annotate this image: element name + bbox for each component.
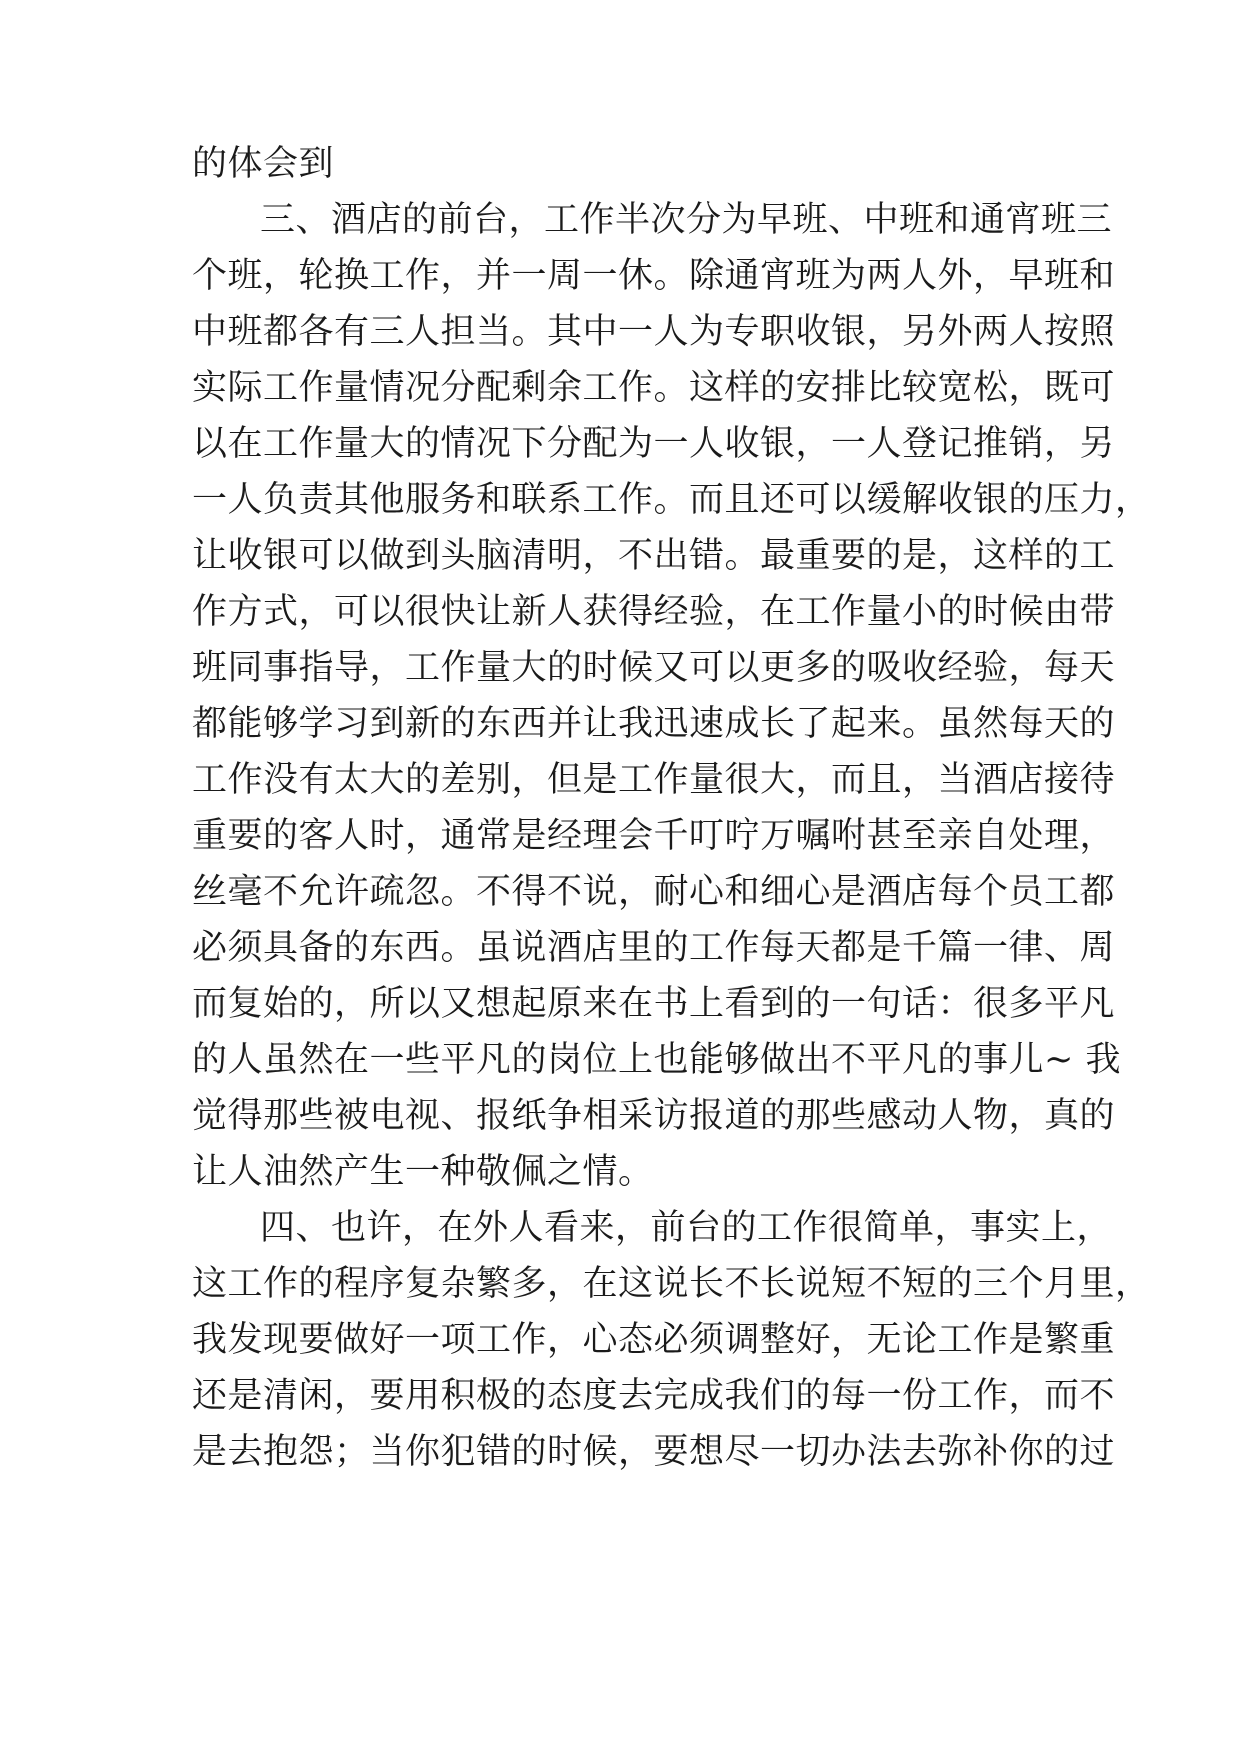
text-line: 个班，轮换工作，并一周一休。除通宵班为两人外，早班和: [192, 256, 1116, 296]
text-line: 而复始的，所以又想起原来在书上看到的一句话：很多平凡: [192, 984, 1116, 1024]
text-line: 一人负责其他服务和联系工作。而且还可以缓解收银的压力，: [192, 480, 1151, 520]
text-line: 都能够学习到新的东西并让我迅速成长了起来。虽然每天的: [192, 704, 1116, 744]
text-line: 还是清闲，要用积极的态度去完成我们的每一份工作，而不: [192, 1376, 1116, 1416]
text-line: 让收银可以做到头脑清明，不出错。最重要的是，这样的工: [192, 536, 1116, 576]
text-line: 实际工作量情况分配剩余工作。这样的安排比较宽松，既可: [192, 368, 1116, 408]
text-line: 重要的客人时，通常是经理会千叮咛万嘱咐甚至亲自处理，: [192, 816, 1116, 856]
text-line: 的体会到: [192, 144, 335, 184]
paragraph-start-line: 三、酒店的前台，工作半次分为早班、中班和通宵班三: [260, 200, 1113, 240]
paragraph-start-line: 四、也许，在外人看来，前台的工作很简单，事实上，: [260, 1208, 1113, 1248]
text-line: 丝毫不允许疏忽。不得不说，耐心和细心是酒店每个员工都: [192, 872, 1116, 912]
text-line: 工作没有太大的差别，但是工作量很大，而且，当酒店接待: [192, 760, 1116, 800]
text-line: 让人油然产生一种敬佩之情。: [192, 1152, 654, 1192]
text-line: 的人虽然在一些平凡的岗位上也能够做出不平凡的事儿~ 我: [192, 1040, 1121, 1080]
text-line: 中班都各有三人担当。其中一人为专职收银，另外两人按照: [192, 312, 1116, 352]
text-line: 这工作的程序复杂繁多，在这说长不长说短不短的三个月里，: [192, 1264, 1151, 1304]
text-line: 觉得那些被电视、报纸争相采访报道的那些感动人物，真的: [192, 1096, 1116, 1136]
text-line: 必须具备的东西。虽说酒店里的工作每天都是千篇一律、周: [192, 928, 1116, 968]
text-line: 班同事指导，工作量大的时候又可以更多的吸收经验，每天: [192, 648, 1116, 688]
text-line: 是去抱怨；当你犯错的时候，要想尽一切办法去弥补你的过: [192, 1432, 1116, 1472]
text-line: 以在工作量大的情况下分配为一人收银，一人登记推销，另: [192, 424, 1116, 464]
text-line: 作方式，可以很快让新人获得经验，在工作量小的时候由带: [192, 592, 1116, 632]
text-line: 我发现要做好一项工作，心态必须调整好，无论工作是繁重: [192, 1320, 1116, 1360]
